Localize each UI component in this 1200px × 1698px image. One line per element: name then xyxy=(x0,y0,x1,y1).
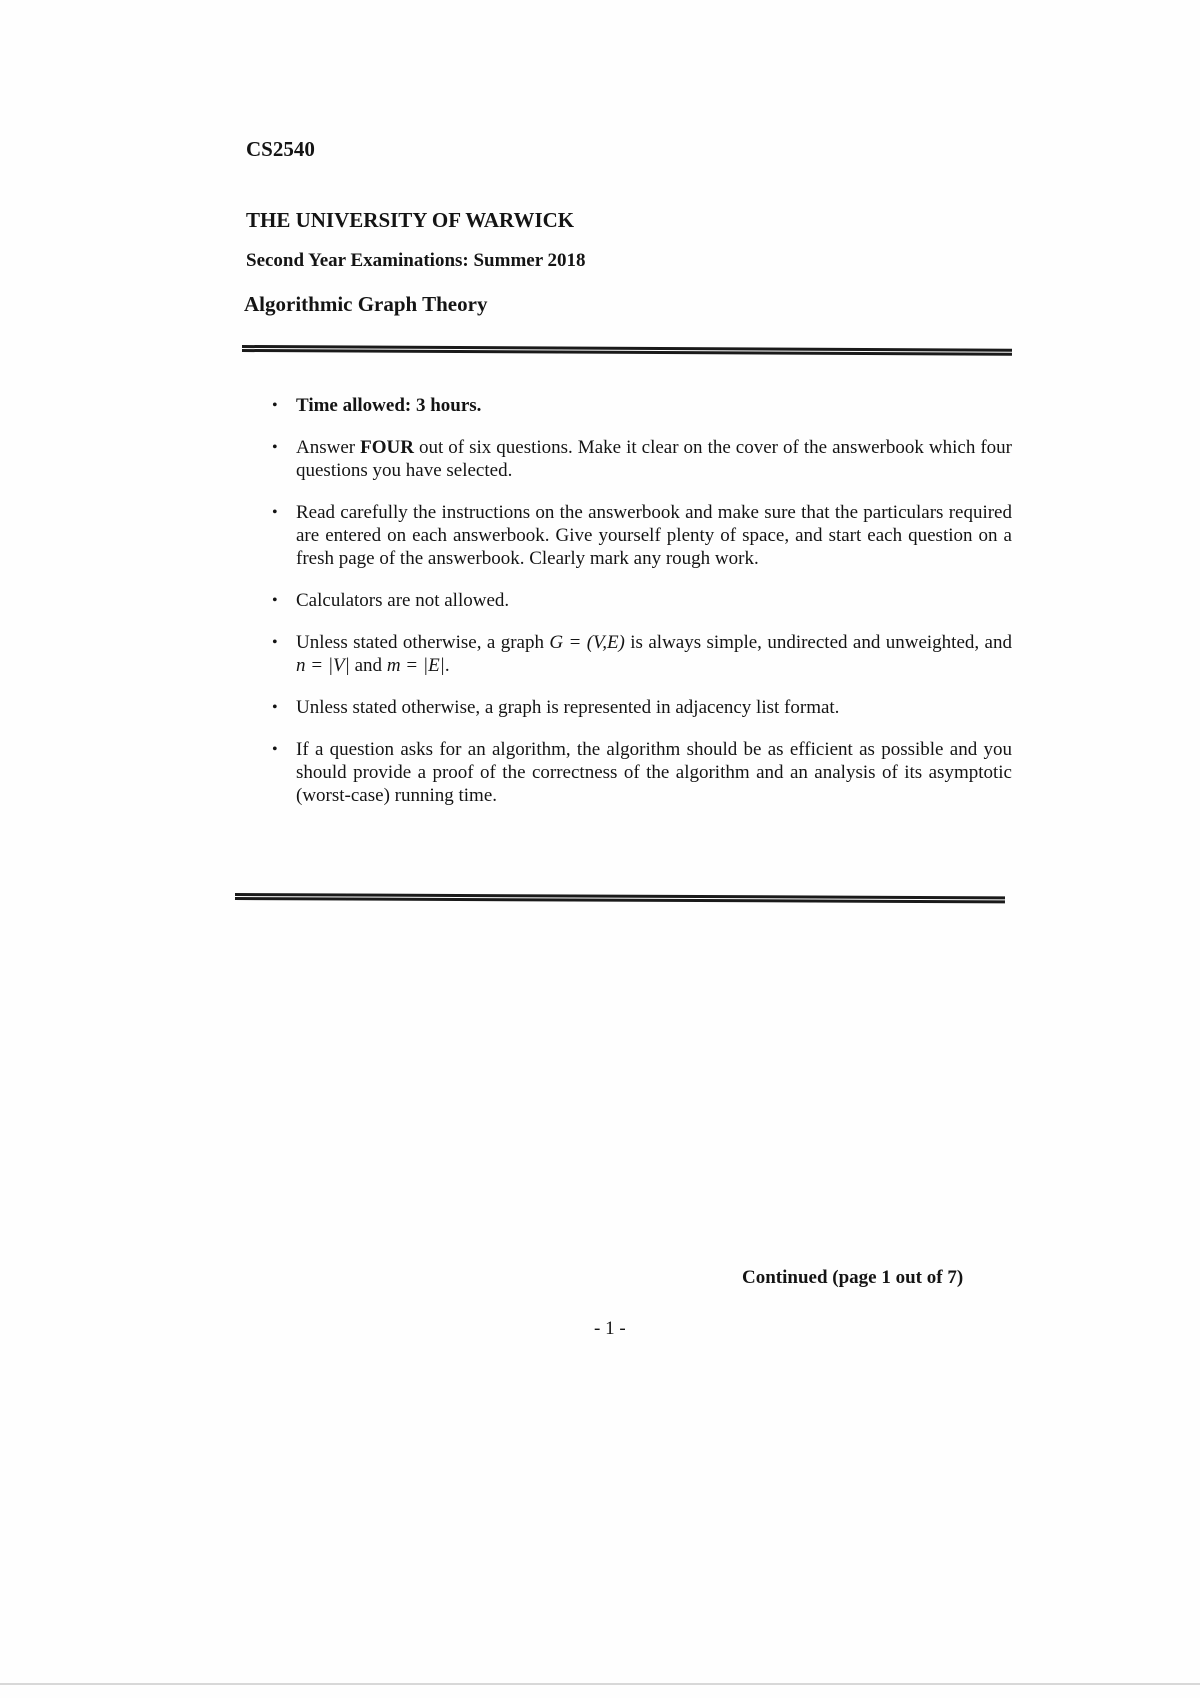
instruction-graph-definition xyxy=(270,631,1012,677)
instruction-algorithm-requirements xyxy=(270,738,1012,807)
university-name: THE UNIVERSITY OF WARWICK xyxy=(246,208,575,232)
math-graph: G = (V,E) xyxy=(549,632,625,653)
instruction-answer-four xyxy=(270,436,1012,482)
instruction-adjacency-list xyxy=(270,696,1012,719)
math-edge-count: m = |E| xyxy=(386,655,445,676)
bullet-icon: • xyxy=(272,439,278,456)
bullet-icon: • xyxy=(272,699,278,716)
instruction-text: Calculators are not allowed. xyxy=(296,590,510,611)
bullet-icon: • xyxy=(272,504,278,521)
exam-session: Second Year Examinations: Summer 2018 xyxy=(246,250,586,271)
bullet-icon: • xyxy=(272,592,278,609)
bottom-double-rule xyxy=(235,893,1005,903)
instruction-calculators xyxy=(270,589,1012,612)
instruction-text-prefix: Answer xyxy=(296,437,361,458)
math-vertex-count: n = |V| xyxy=(296,655,350,676)
instruction-text-4: . xyxy=(444,655,450,676)
instruction-text-2: is always simple, undirected and unweighted, and xyxy=(624,632,1012,653)
bullet-icon: • xyxy=(272,397,278,414)
instruction-text: If a question asks for an algorithm, the algorithm should be as efficient as possible and you should provide a proof of the correctness of the algorithm and an analysis of its asymptotic (worst-case) running time. xyxy=(296,739,1012,806)
module-title: Algorithmic Graph Theory xyxy=(244,292,488,316)
instruction-text-suffix: out of six questions. Make it clear on the cover of the answerbook which four questions you have selected. xyxy=(296,437,1012,481)
instruction-emphasis: FOUR xyxy=(360,437,414,458)
course-code: CS2540 xyxy=(246,137,315,161)
instruction-text: Unless stated otherwise, a graph is represented in adjacency list format. xyxy=(296,697,840,718)
instruction-text-3: and xyxy=(349,655,387,676)
instruction-text: Time allowed: 3 hours. xyxy=(296,395,482,416)
scan-edge-line xyxy=(0,1683,1200,1685)
continued-note: Continued (page 1 out of 7) xyxy=(742,1267,964,1288)
top-double-rule xyxy=(242,345,1012,356)
bullet-icon: • xyxy=(272,634,278,651)
instructions-list xyxy=(270,394,1012,826)
instruction-answerbook xyxy=(270,501,1012,570)
page-number: - 1 - xyxy=(594,1318,626,1339)
bullet-icon: • xyxy=(272,741,278,758)
instruction-time-allowed xyxy=(270,394,1012,417)
instruction-text: Read carefully the instructions on the answerbook and make sure that the particulars required are entered on each answerbook. Give yourself plenty of space, and start each question on a fresh page of the answerbook. Clearly mark any rough work. xyxy=(296,502,1012,569)
instruction-text-1: Unless stated otherwise, a graph xyxy=(296,632,550,653)
